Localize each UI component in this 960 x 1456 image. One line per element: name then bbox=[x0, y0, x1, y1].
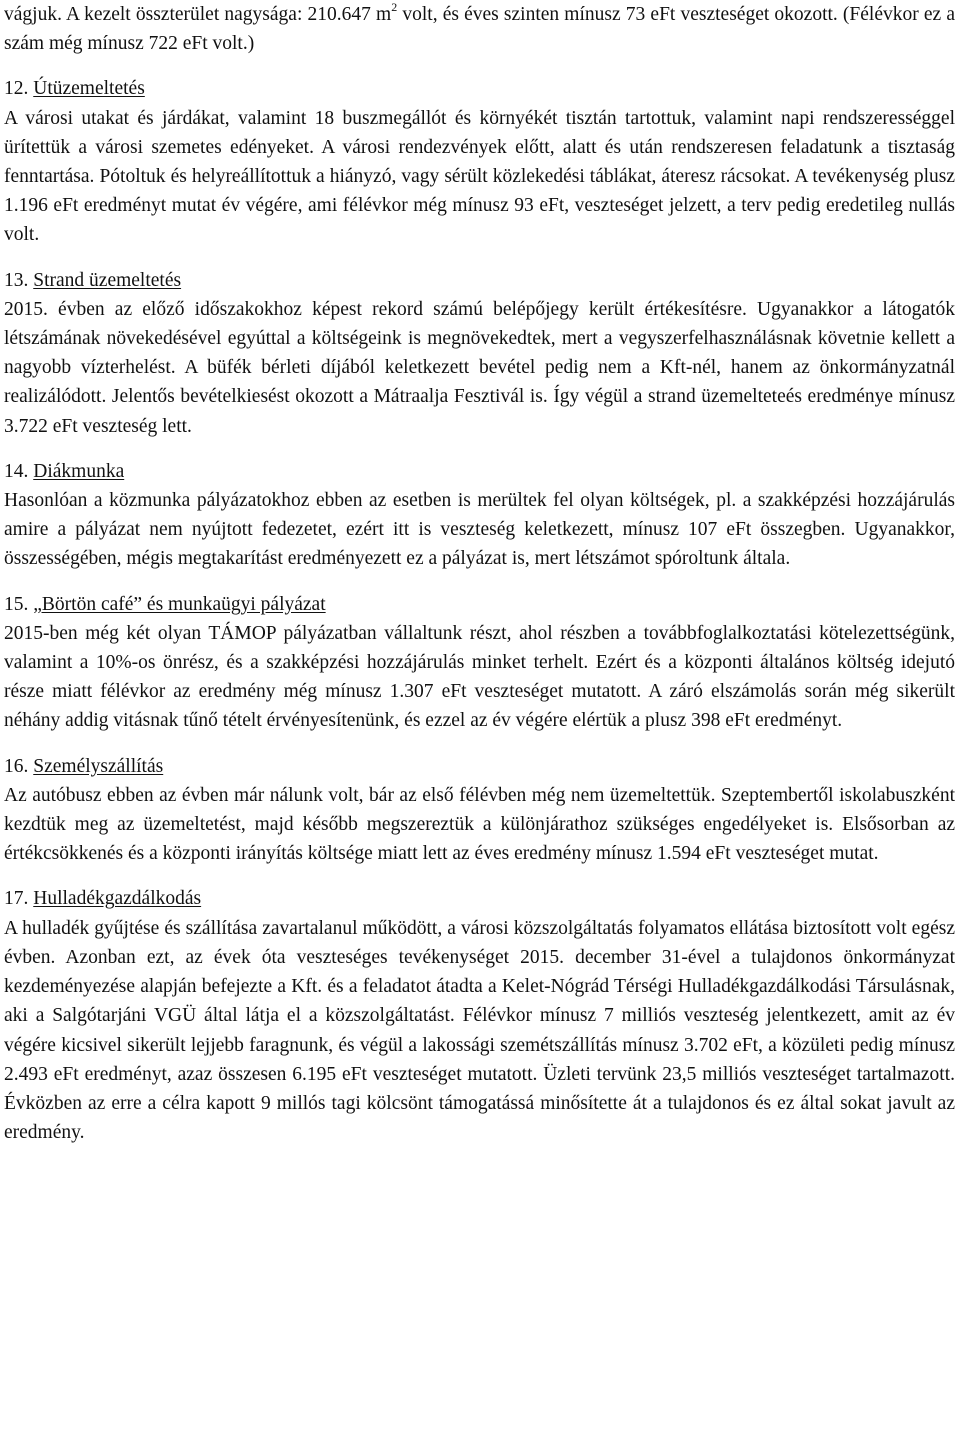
section-17 bbox=[4, 884, 955, 1147]
section-body: Hasonlóan a közmunka pályázatokhoz ebben az esetben is merültek fel olyan költségek, pl. a szakképzési hozzájárulás amire a pályázat nem nyújtott fedezetet, ezért itt is veszteség keletkezett, mínusz 107 eFt összegben. Ugyanakkor, összességében, mégis megtakarítást eredményezett ez a pályázat is, mert létszámot spóroltunk általa. bbox=[4, 490, 955, 570]
section-number: 16. bbox=[4, 755, 29, 777]
intro-text-rest: volt, és éves szinten mínusz 73 eFt veszteséget okozott. (Félévkor ez a szám még mínusz 722 eFt volt.) bbox=[4, 4, 955, 55]
section-14 bbox=[4, 457, 955, 574]
section-13 bbox=[4, 266, 955, 441]
section-heading bbox=[4, 752, 955, 781]
intro-text: vágjuk. A kezelt összterület nagysága: 210.647 m bbox=[4, 4, 392, 25]
section-15 bbox=[4, 590, 955, 736]
document-page bbox=[4, 0, 955, 1147]
section-body: 2015-ben még két olyan TÁMOP pályázatban vállaltunk részt, ahol részben a továbbfoglalkoztatási kötelezettségünk, valamint a 10%-os önrész, és a szakképzési hozzájárulás minket terhelt. Ezért és a központi általános költség idejutó része miatt félévkor az eredmény még mínusz 1.307 eFt veszteséget mutatott. A záró elszámolás során még sikerült néhány addig vitásnak tűnő tételt érvényesítenünk, és ezzel az év végére elértük a plusz 398 eFt eredményt. bbox=[4, 622, 955, 732]
section-body: A hulladék gyűjtése és szállítása zavartalanul működött, a városi közszolgáltatás folyamatos ellátása biztosított volt egész évben. Azonban ezt, az évek óta veszteséges tevékenységet 2015. december 31-ével a tulajdonos önkormányzat kezdeményezése alapján befejezte a Kft. és a feladatot átadta a Kelet-Nógrád Térségi Hulladékgazdálkodási Társulásnak, aki a Salgótarjáni VGÜ által látja el a közszolgáltatást. Félévkor mínusz 7 milliós veszteség jelentkezett, amit az év végére kicsivel sikerült lejjebb faragnunk, és végül a lakossági szemétszállítás mínusz 3.702 eFt, a közületi pedig mínusz 2.493 eFt eredményt, azaz összesen 6.195 eFt veszteséget mutatott. Üzleti tervünk 23,5 milliós veszteséget tartalmazott. Évközben az erre a célra kapott 9 millós tagi kölcsönt támogatássá minősítette át a tulajdonos és ez által sokat javult az eredmény. bbox=[4, 917, 955, 1144]
section-number: 12. bbox=[4, 78, 29, 100]
section-title: Strand üzemeltetés bbox=[33, 269, 182, 291]
section-heading bbox=[4, 884, 955, 913]
section-body: Az autóbusz ebben az évben már nálunk volt, bár az első félévben még nem üzemeltettük. Szeptembertől iskolabuszként kezdtük meg az üzemeltetést, majd később megszereztük a különjárathoz szükséges engedélyeket is. Elsősorban az értékcsökkenés és a központi irányítás költsége miatt lett az éves eredmény mínusz 1.594 eFt veszteséget mutat. bbox=[4, 784, 955, 865]
section-number: 17. bbox=[4, 888, 29, 910]
section-16 bbox=[4, 752, 955, 869]
section-title: Hulladékgazdálkodás bbox=[33, 888, 202, 910]
section-heading bbox=[4, 590, 955, 619]
section-title: Diákmunka bbox=[33, 460, 125, 482]
section-number: 14. bbox=[4, 460, 29, 482]
section-title: Személyszállítás bbox=[33, 755, 164, 777]
section-heading bbox=[4, 457, 955, 486]
superscript: 2 bbox=[391, 0, 398, 14]
section-number: 15. bbox=[4, 593, 29, 615]
section-title: Útüzemeltetés bbox=[33, 78, 145, 100]
section-number: 13. bbox=[4, 269, 29, 291]
section-title: „Börtön café” és munkaügyi pályázat bbox=[33, 593, 326, 615]
section-12 bbox=[4, 74, 955, 249]
section-body: 2015. évben az előző időszakokhoz képest rekord számú belépőjegy került értékesítésre. Ugyanakkor a látogatók létszámának növekedésével egyúttal a költségeink is megnövekedtek, mert a vegyszerfelhasználásnak követnie kellett a nagyobb vízterhelést. A büfék bérleti díjából keletkezett bevétel pedig nem a Kft-nél, hanem az önkormányzatnál realizálódott. Jelentős bevételkiesést okozott a Mátraalja Fesztivál is. Így végül a strand üzemelteteés eredménye mínusz 3.722 eFt veszteség lett. bbox=[4, 298, 955, 437]
section-body: A városi utakat és járdákat, valamint 18 buszmegállót és környékét tisztán tartottuk, valamint napi rendszerességgel ürítettük a városi szemetes edényeket. A városi rendezvények előtt, alatt és után rendszeresen feladatunk a tisztaság fenntartása. Pótoltuk és helyreállítottuk a hiányzó, vagy sérült közlekedési táblákat, áteresz rácsokat. A tevékenység plusz 1.196 eFt eredményt mutat év végére, ami félévkor még mínusz 93 eFt, veszteséget jelzett, a terv pedig eredetileg nullás volt. bbox=[4, 107, 955, 246]
intro-paragraph bbox=[4, 0, 955, 58]
section-heading bbox=[4, 266, 955, 295]
section-heading bbox=[4, 74, 955, 103]
